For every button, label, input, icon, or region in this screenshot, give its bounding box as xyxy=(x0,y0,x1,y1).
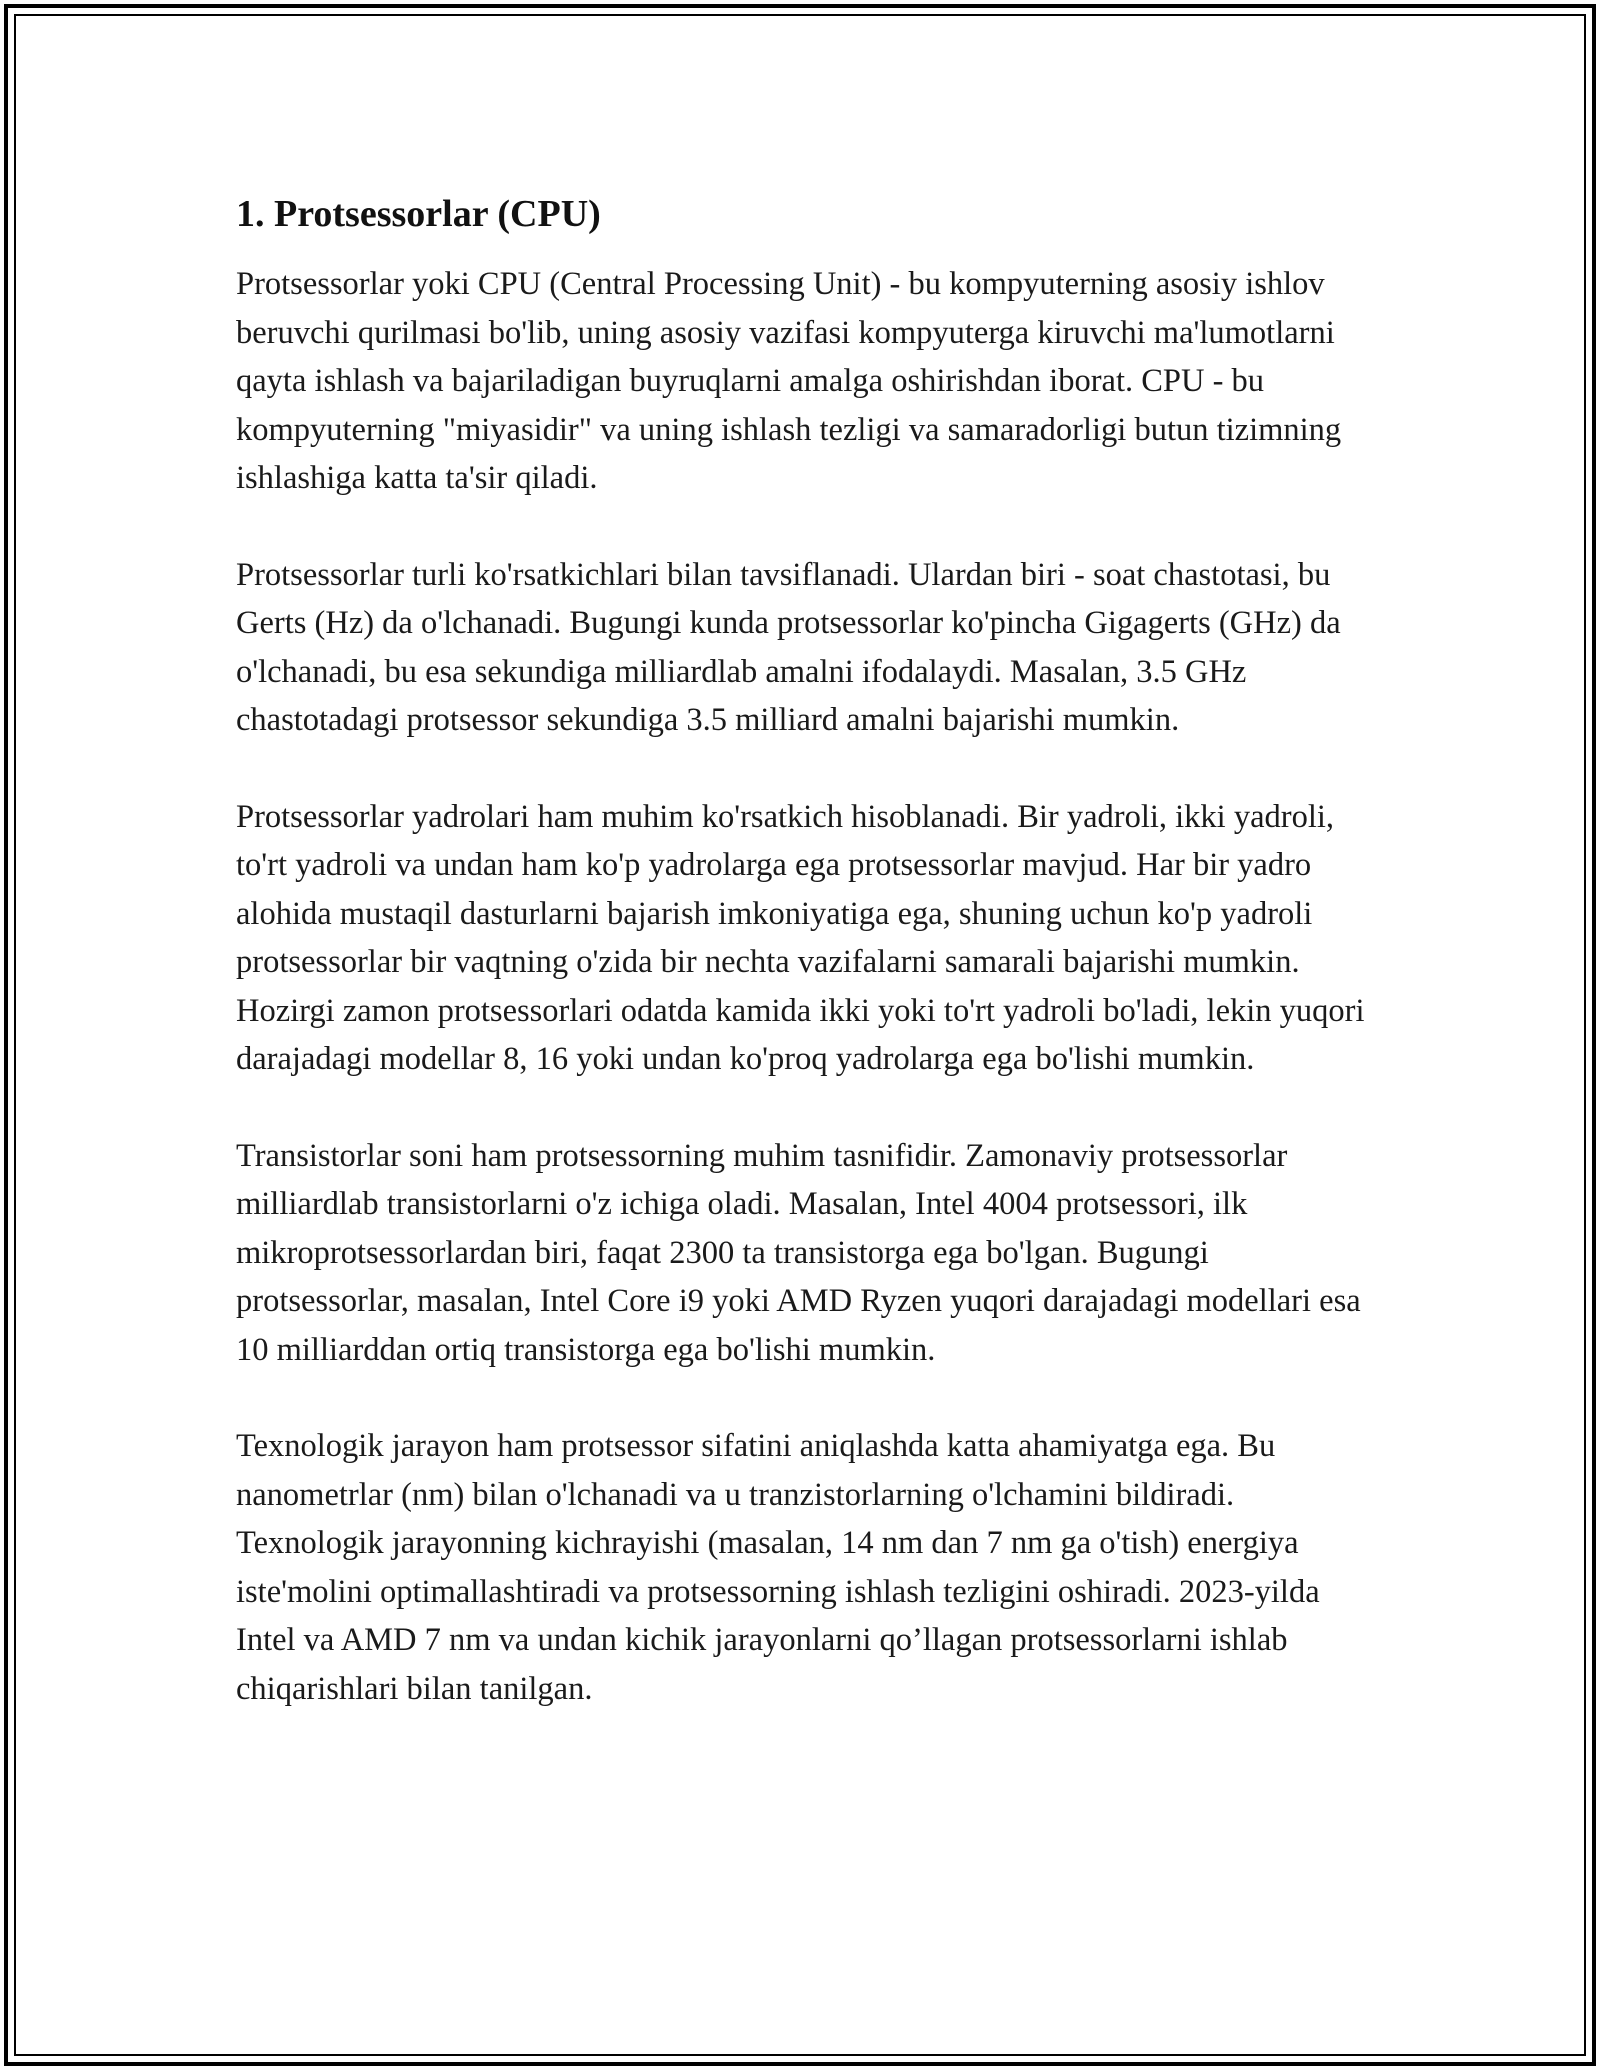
paragraph-clock-frequency: Protsessorlar turli ko'rsatkichlari bilan tavsiflanadi. Ulardan biri - soat chastotasi, bu Gerts (Hz) da o'lchanadi. Bugungi kunda protsessorlar ko'pincha Gigagerts (GHz) da o'lchanadi, bu esa sekundiga milliardlab amalni ifodalaydi. Masalan, 3.5 GHz chastotadagi protsessor sekundiga 3.5 milliard amalni bajarishi mumkin. xyxy=(236,556,1341,738)
paragraph-process-technology: Texnologik jarayon ham protsessor sifatini aniqlashda katta ahamiyatga ega. Bu nanometrlar (nm) bilan o'lchanadi va u tranzistorlarning o'lchamini bildiradi. Texnologik jarayonning kichrayishi (masalan, 14 nm dan 7 nm ga o'tish) energiya iste'molini optimallashtiradi va protsessorning ishlash tezligini oshiradi. 2023-yilda Intel va AMD 7 nm va undan kichik jarayonlarni qo’llagan protsessorlarni ishlab chiqarishlari bilan tanilgan. xyxy=(236,1428,1320,1707)
paragraph-cores: Protsessorlar yadrolari ham muhim ko'rsatkich hisoblanadi. Bir yadroli, ikki yadroli, to'rt yadroli va undan ham ko'p yadrolarga ega protsessorlar mavjud. Har bir yadro alohida mustaqil dasturlarni bajarish imkoniyatiga ega, shuning uchun ko'p yadroli protsessorlar bir vaqtning o'zida bir nechta vazifalarni samarali bajarishi mumkin. Hozirgi zamon protsessorlari odatda kamida ikki yoki to'rt yadroli bo'ladi, lekin yuqori darajadagi modellar 8, 16 yoki undan ko'proq yadrolarga ega bo'lishi mumkin. xyxy=(236,798,1365,1077)
paragraph-transistors: Transistorlar soni ham protsessorning muhim tasnifidir. Zamonaviy protsessorlar milliardlab transistorlarni o'z ichiga oladi. Masalan, Intel 4004 protsessori, ilk mikroprotsessorlardan biri, faqat 2300 ta transistorga ega bo'lgan. Bugungi protsessorlar, masalan, Intel Core i9 yoki AMD Ryzen yuqori darajadagi modellari esa 10 milliarddan ortiq transistorga ega bo'lishi mumkin. xyxy=(236,1137,1361,1368)
document-body xyxy=(236,190,1376,1761)
paragraph-cpu-definition: Protsessorlar yoki CPU (Central Processing Unit) - bu kompyuterning asosiy ishlov beruvchi qurilmasi bo'lib, uning asosiy vazifasi kompyuterga kiruvchi ma'lumotlarni qayta ishlash va bajariladigan buyruqlarni amalga oshirishdan iborat. CPU - bu kompyuterning "miyasidir" va uning ishlash tezligi va samaradorligi butun tizimning ishlashiga katta ta'sir qiladi. xyxy=(236,266,1342,496)
section-heading: 1. Protsessorlar (CPU) xyxy=(236,193,601,235)
